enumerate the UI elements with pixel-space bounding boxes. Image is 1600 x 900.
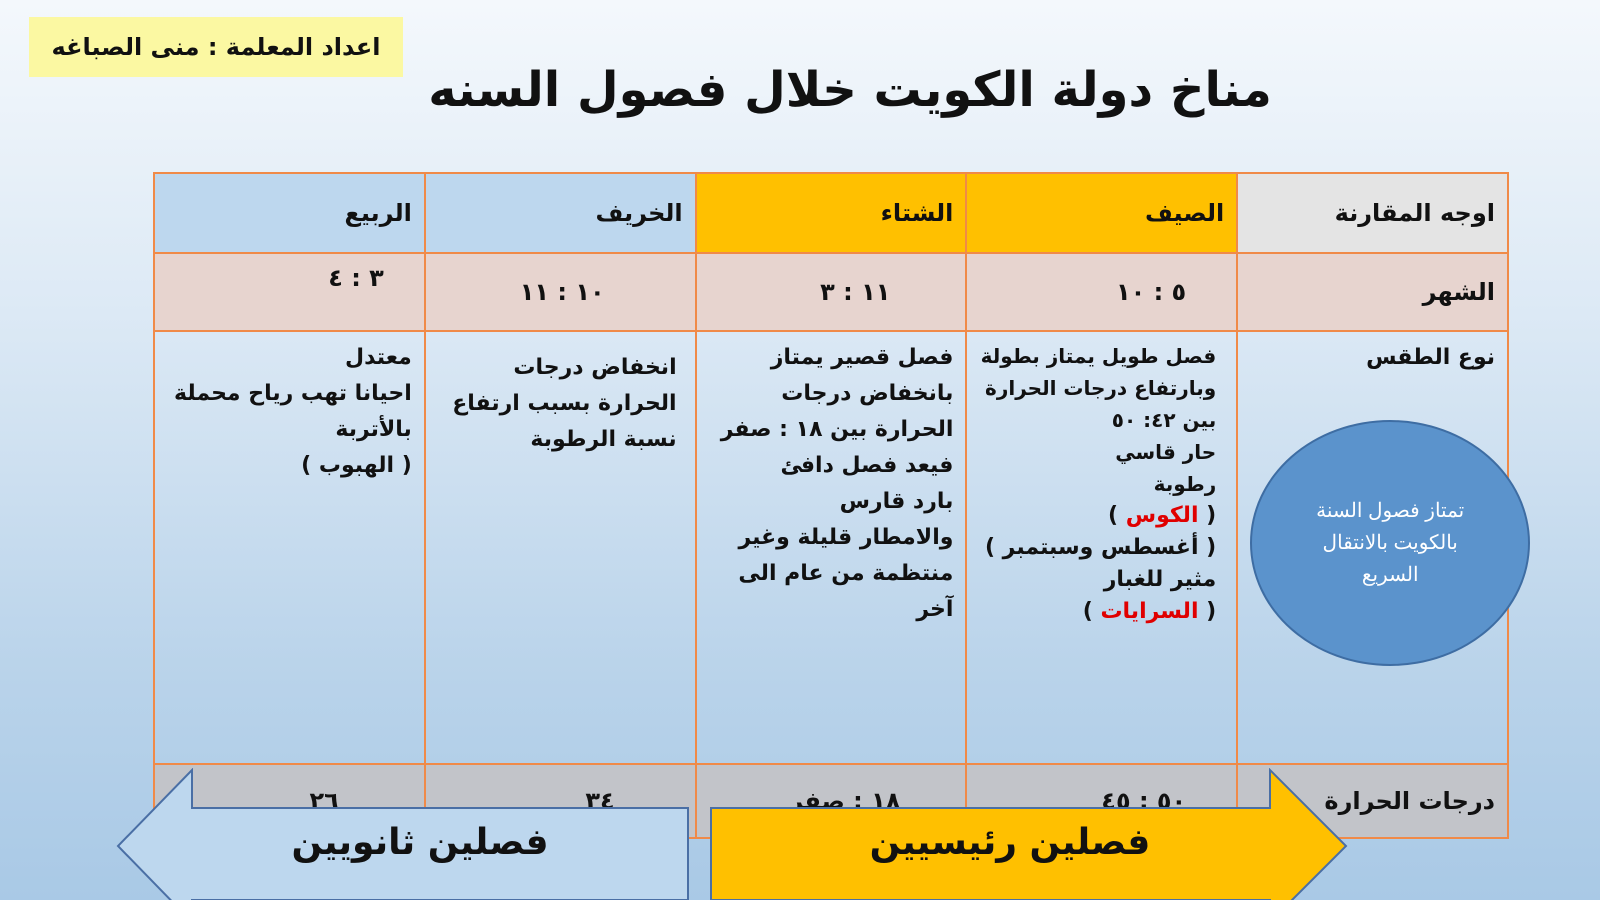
- cell-spring-months: ٣ : ٤: [154, 253, 425, 331]
- cell-autumn-weather: انخفاض درجات الحرارة بسبب ارتفاع نسبة الرطوبة: [425, 331, 696, 764]
- summer-line: رطوبة: [1153, 472, 1217, 496]
- table-header-row: [154, 173, 1508, 253]
- sarayat-term: السرايات: [1100, 599, 1199, 624]
- cell-spring-temp: ٢٦: [154, 764, 425, 838]
- row-label-weather: [1237, 331, 1508, 764]
- main-seasons-label: فصلين رئيسيين: [869, 822, 1151, 863]
- weather-label: نوع الطقس: [1366, 345, 1495, 370]
- cell-autumn-temp: ٣٤: [425, 764, 696, 838]
- cell-winter-temp: ١٨ : صفر: [696, 764, 967, 838]
- page-title: مناخ دولة الكويت خلال فصول السنه: [428, 62, 1272, 118]
- bracket: ): [1108, 503, 1126, 528]
- cell-autumn-months: ١٠ : ١١: [425, 253, 696, 331]
- cell-spring-weather: معتدل احيانا تهب رياح محملة بالأتربة ( الهبوب ): [154, 331, 425, 764]
- seasons-comparison-table: [153, 172, 1509, 839]
- cell-summer-months: ٥ : ١٠: [966, 253, 1237, 331]
- summer-line: وبارتفاع درجات الحرارة: [985, 376, 1217, 400]
- row-label-temperature: درجات الحرارة: [1237, 764, 1508, 838]
- summer-line: فصل طويل يمتاز بطولة: [980, 344, 1217, 368]
- summer-line: مثير للغبار: [1103, 567, 1217, 592]
- summer-line: [979, 500, 1216, 532]
- header-spring: الربيع: [154, 173, 425, 253]
- summer-line: ( أغسطس وسبتمبر ): [984, 535, 1217, 560]
- kous-wind-term: الكوس: [1125, 503, 1199, 528]
- bracket: (: [1198, 503, 1217, 528]
- header-summer: الصيف: [966, 173, 1237, 253]
- quick-transition-circle: [1250, 420, 1530, 666]
- cell-summer-temp: ٥٠ : ٤٥: [966, 764, 1237, 838]
- header-autumn: الخريف: [425, 173, 696, 253]
- cell-winter-weather: فصل قصير يمتاز بانخفاض درجات الحرارة بين ١٨ : صفر فيعد فصل دافئ بارد قارس والامطار قليلة وغير منتظمة من عام الى آخر: [696, 331, 967, 764]
- header-comparison-aspects: اوجه المقارنة: [1237, 173, 1508, 253]
- bracket: (: [1198, 599, 1217, 624]
- secondary-seasons-label: فصلين ثانويين: [291, 822, 549, 863]
- cell-winter-months: ١١ : ٣: [696, 253, 967, 331]
- table-row-weather: [154, 331, 1508, 764]
- header-winter: الشتاء: [696, 173, 967, 253]
- row-label-months: الشهر: [1237, 253, 1508, 331]
- summer-line: حار قاسي: [1115, 440, 1217, 464]
- teacher-credit: اعداد المعلمة : منى الصباغه: [29, 17, 403, 77]
- circle-text: تمتاز فصول السنة بالكويت بالانتقال السريع: [1316, 500, 1465, 586]
- table-row-months: [154, 253, 1508, 331]
- summer-line: بين ٤٢: ٥٠: [1111, 408, 1217, 432]
- cell-summer-weather: [966, 331, 1237, 764]
- bracket: ): [1082, 599, 1101, 624]
- summer-line: [979, 596, 1216, 628]
